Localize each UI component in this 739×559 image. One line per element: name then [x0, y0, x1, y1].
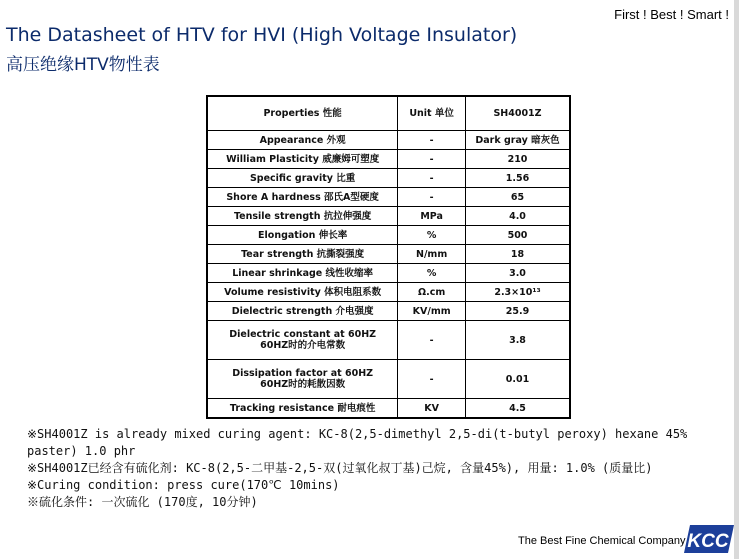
note-curing-agent-en: ※SH4001Z is already mixed curing agent: KC-8(2,5-dimethyl 2,5-di(t-butyl peroxy) hexane 45% paster) 1.0 phr [27, 427, 688, 458]
cell-value: 3.8 [466, 321, 571, 360]
table-row [207, 283, 570, 302]
note-curing-condition-en: ※Curing condition: press cure(170℃ 10mins) [27, 478, 340, 492]
cell-value: 210 [466, 150, 571, 169]
table-row [207, 360, 570, 399]
company-tagline: The Best Fine Chemical Company [518, 535, 686, 547]
table-row [207, 399, 570, 419]
table-row [207, 321, 570, 360]
cell-property: Tracking resistance 耐电痕性 [207, 399, 398, 419]
table-row [207, 188, 570, 207]
cell-property: Linear shrinkage 线性收缩率 [207, 264, 398, 283]
cell-property: Dissipation factor at 60HZ 60HZ时的耗散因数 [207, 360, 398, 399]
table-header-row [207, 96, 570, 131]
cell-value: 2.3×10¹³ [466, 283, 571, 302]
cell-value: 25.9 [466, 302, 571, 321]
cell-unit: % [398, 264, 466, 283]
table-row [207, 302, 570, 321]
cell-property: Tear strength 抗撕裂强度 [207, 245, 398, 264]
note-curing-agent-zh: ※SH4001Z已经含有硫化剂: KC-8(2,5-二甲基-2,5-双(过氧化叔丁基)己烷, 含量45%), 用量: 1.0% (质量比) [27, 461, 653, 475]
cell-property: Dielectric constant at 60HZ 60HZ时的介电常数 [207, 321, 398, 360]
header-grade: SH4001Z [466, 96, 571, 131]
cell-value: 3.0 [466, 264, 571, 283]
cell-property: Specific gravity 比重 [207, 169, 398, 188]
cell-property: Appearance 外观 [207, 131, 398, 150]
cell-value: 0.01 [466, 360, 571, 399]
table-row [207, 264, 570, 283]
table-row [207, 150, 570, 169]
cell-unit: - [398, 360, 466, 399]
cell-unit: N/mm [398, 245, 466, 264]
cell-unit: - [398, 321, 466, 360]
header-unit: Unit 单位 [398, 96, 466, 131]
page-subtitle: 高压绝缘HTV物性表 [6, 55, 160, 75]
notes [27, 426, 717, 511]
cell-value: Dark gray 暗灰色 [466, 131, 571, 150]
header-properties: Properties 性能 [207, 96, 398, 131]
cell-unit: Ω.cm [398, 283, 466, 302]
cell-property: Tensile strength 抗拉伸强度 [207, 207, 398, 226]
cell-value: 18 [466, 245, 571, 264]
cell-unit: % [398, 226, 466, 245]
cell-unit: - [398, 169, 466, 188]
cell-property: Elongation 伸长率 [207, 226, 398, 245]
page-title: The Datasheet of HTV for HVI (High Voltage Insulator) [6, 24, 518, 46]
cell-property: Volume resistivity 体积电阻系数 [207, 283, 398, 302]
datasheet-table [206, 95, 571, 419]
kcc-logo [684, 523, 734, 555]
logo-text: KCC [687, 531, 729, 552]
cell-unit: - [398, 150, 466, 169]
cell-unit: - [398, 131, 466, 150]
cell-property: Dielectric strength 介电强度 [207, 302, 398, 321]
table-row [207, 131, 570, 150]
cell-value: 1.56 [466, 169, 571, 188]
right-edge-bar [734, 0, 739, 559]
cell-unit: KV/mm [398, 302, 466, 321]
slogan: First ! Best ! Smart ! [614, 7, 729, 22]
cell-value: 65 [466, 188, 571, 207]
cell-property: Shore A hardness 邵氏A型硬度 [207, 188, 398, 207]
table-row [207, 169, 570, 188]
cell-unit: MPa [398, 207, 466, 226]
cell-value: 4.0 [466, 207, 571, 226]
table-row [207, 245, 570, 264]
table-row [207, 207, 570, 226]
table-row [207, 226, 570, 245]
cell-property: William Plasticity 威廉姆可塑度 [207, 150, 398, 169]
cell-value: 500 [466, 226, 571, 245]
cell-value: 4.5 [466, 399, 571, 419]
cell-unit: KV [398, 399, 466, 419]
note-curing-condition-zh: ※硫化条件: 一次硫化 (170度, 10分钟) [27, 495, 258, 509]
cell-unit: - [398, 188, 466, 207]
